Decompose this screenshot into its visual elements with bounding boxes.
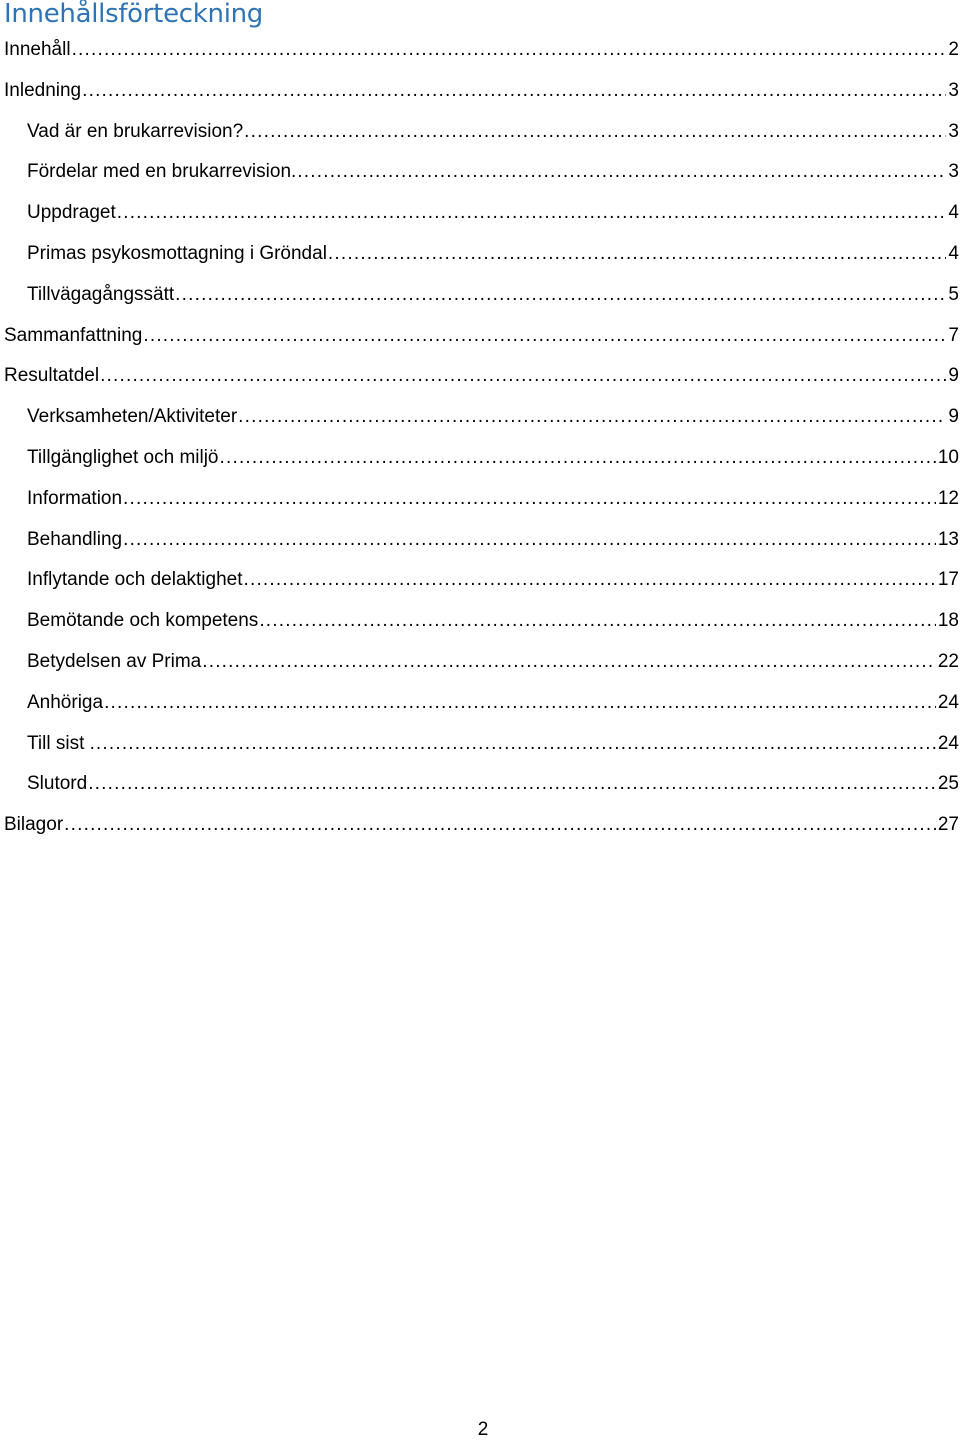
toc-leader-dots [123, 520, 936, 561]
toc-entry-tillganglighet-och-miljo[interactable] [0, 438, 960, 479]
toc-leader-dots [244, 560, 936, 601]
toc-entry-label: Inflytande och delaktighet [27, 569, 243, 591]
toc-entry-inflytande-och-delaktighet[interactable] [0, 560, 960, 601]
toc-entry-vad-ar-en-brukarrevision[interactable] [0, 112, 960, 153]
toc-entry-page: 24 [937, 732, 959, 754]
toc-entry-bemotande-och-kompetens[interactable] [0, 601, 960, 642]
toc-entry-page: 3 [948, 120, 959, 142]
toc-entry-label: Information [27, 487, 123, 509]
toc-entry-page: 4 [948, 202, 959, 224]
toc-entry-page: 2 [948, 39, 959, 60]
toc-leader-dots [259, 601, 936, 642]
toc-entry-till-sist[interactable] [0, 724, 960, 765]
toc-leader-dots [328, 234, 947, 275]
toc-entry-label: Primas psykosmottagning i Gröndal [27, 242, 327, 264]
toc-entry-page: 3 [948, 161, 959, 183]
toc-entry-page: 4 [948, 242, 959, 264]
toc-entry-page: 13 [937, 528, 959, 550]
toc-entry-page: 17 [937, 569, 959, 591]
toc-entry-page: 3 [948, 79, 959, 101]
toc-leader-dots [175, 275, 946, 316]
toc-entry-primas-psykosmottagning[interactable] [0, 234, 960, 275]
toc-entry-behandling[interactable] [0, 520, 960, 561]
toc-entry-page: 22 [937, 650, 959, 672]
toc-entry-label: Fördelar med en brukarrevision. [27, 161, 297, 183]
toc-entry-page: 10 [937, 446, 959, 468]
toc-entry-page: 25 [937, 773, 959, 795]
toc-leader-dots [104, 683, 936, 724]
toc-entry-page: 9 [948, 406, 959, 428]
toc-entry-information[interactable] [0, 479, 960, 520]
toc-entry-page: 18 [937, 610, 959, 632]
toc-entry-sammanfattning[interactable] [0, 316, 960, 357]
toc-entry-label: Bilagor [4, 814, 64, 836]
toc-entry-verksamheten-aktiviteter[interactable] [0, 397, 960, 438]
toc-leader-dots [220, 438, 936, 479]
toc-entry-page: 27 [937, 814, 959, 836]
toc-leader-dots [238, 397, 946, 438]
toc-entry-label: Verksamheten/Aktiviteter [27, 406, 238, 428]
toc-entry-page: 24 [937, 691, 959, 713]
toc-leader-dots [123, 479, 936, 520]
toc-entry-slutord[interactable] [0, 764, 960, 805]
toc-entry-label: Slutord [27, 773, 88, 795]
toc-entry-label: Till sist . [27, 732, 95, 754]
toc-entry-bilagor[interactable] [0, 805, 960, 846]
toc-entry-fordelar[interactable] [0, 152, 960, 193]
toc-entry-label: Resultatdel [4, 365, 100, 387]
table-of-contents [0, 30, 960, 846]
toc-entry-resultatdel[interactable] [0, 356, 960, 397]
toc-leader-dots [96, 724, 936, 765]
toc-leader-dots [100, 356, 946, 397]
toc-entry-label: Sammanfattning [4, 324, 143, 346]
toc-leader-dots [72, 30, 947, 71]
toc-entry-anhoriga[interactable] [0, 683, 960, 724]
toc-entry-betydelsen-av-prima[interactable] [0, 642, 960, 683]
toc-entry-label: Bemötande och kompetens [27, 610, 259, 632]
toc-entry-label: Vad är en brukarrevision? [27, 120, 244, 142]
toc-entry-page: 7 [948, 324, 959, 346]
toc-leader-dots [202, 642, 936, 683]
toc-leader-dots [143, 316, 946, 357]
toc-leader-dots [117, 193, 947, 234]
toc-entry-label: Inledning [4, 79, 82, 101]
toc-entry-page: 9 [948, 365, 959, 387]
toc-entry-label: Behandling [27, 528, 123, 550]
toc-leader-dots [244, 112, 946, 153]
toc-entry-page: 5 [948, 283, 959, 305]
toc-entry-page: 12 [937, 487, 959, 509]
toc-leader-dots [88, 764, 936, 805]
toc-leader-dots [82, 71, 946, 112]
toc-entry-label: Tillvägagångssätt [27, 283, 175, 305]
toc-leader-dots [297, 152, 946, 193]
toc-entry-tillvagagangssatt[interactable] [0, 275, 960, 316]
toc-entry-label: Uppdraget [27, 202, 116, 224]
toc-entry-label: Betydelsen av Prima [27, 650, 202, 672]
toc-leader-dots [64, 805, 936, 846]
toc-entry-innehall[interactable] [0, 30, 960, 71]
toc-entry-label: Anhöriga [27, 691, 104, 713]
toc-entry-uppdraget[interactable] [0, 193, 960, 234]
toc-entry-label: Tillgänglighet och miljö [27, 446, 219, 468]
page-number: 2 [477, 1419, 489, 1440]
toc-entry-inledning[interactable] [0, 71, 960, 112]
toc-title: Innehållsförteckning [4, 0, 264, 29]
toc-entry-label: Innehåll [4, 39, 71, 60]
